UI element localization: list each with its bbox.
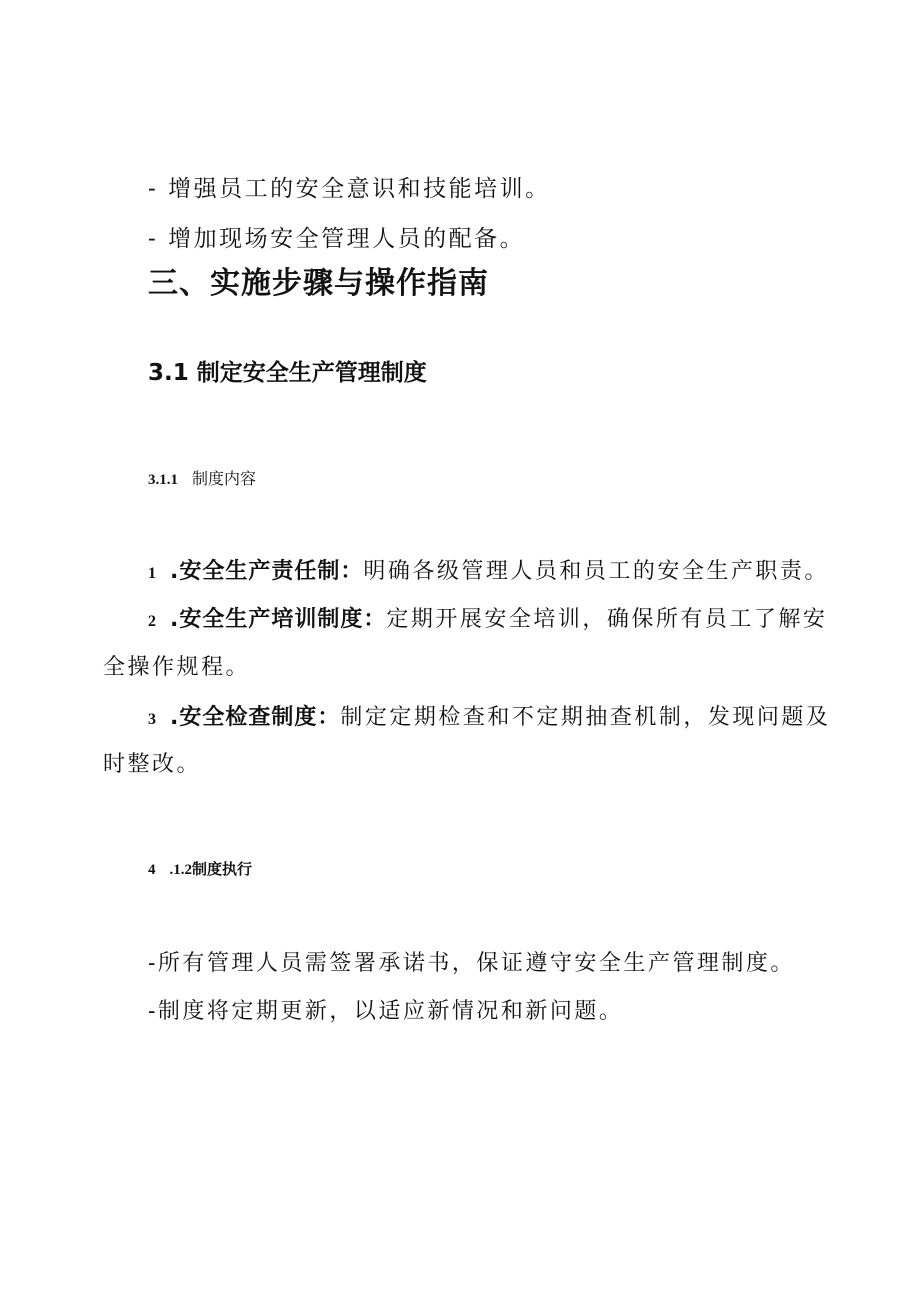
list-item: [148, 602, 827, 633]
list-item: [148, 700, 830, 731]
item-text: 明确各级管理人员和员工的安全生产职责。: [363, 559, 829, 584]
heading-text: .1.2制度执行: [169, 862, 253, 878]
heading-number: 4: [148, 862, 156, 878]
item-continuation: 时整改。: [103, 752, 202, 777]
heading-text: 制度内容: [192, 469, 257, 488]
list-item: -所有管理人员需签署承诺书，保证遵守安全生产管理制度。: [148, 951, 795, 976]
item-text: 制定定期检查和不定期抽查机制，发现问题及: [340, 705, 831, 730]
subsection-heading: 3.1 制定安全生产管理制度: [148, 360, 427, 386]
list-item: [148, 554, 829, 585]
subsubsection-heading: [148, 466, 256, 489]
item-lead: .安全检查制度：: [170, 705, 341, 730]
item-number: 3: [148, 711, 156, 728]
bullet-item: - 增强员工的安全意识和技能培训。: [148, 176, 551, 202]
subsubsection-heading: [148, 858, 266, 879]
item-number: 1: [148, 565, 156, 582]
item-lead: .安全生产培训制度：: [170, 607, 387, 632]
item-number: 2: [148, 613, 156, 630]
heading-number: 3.1.1: [148, 472, 178, 488]
item-lead: .安全生产责任制：: [170, 559, 364, 584]
list-item: -制度将定期更新，以适应新情况和新问题。: [148, 999, 624, 1024]
section-heading: 三、实施步骤与操作指南: [148, 266, 489, 301]
item-continuation: 全操作规程。: [103, 655, 251, 680]
bullet-item: - 增加现场安全管理人员的配备。: [148, 226, 526, 252]
item-text: 定期开展安全培训，确保所有员工了解安: [386, 607, 828, 632]
